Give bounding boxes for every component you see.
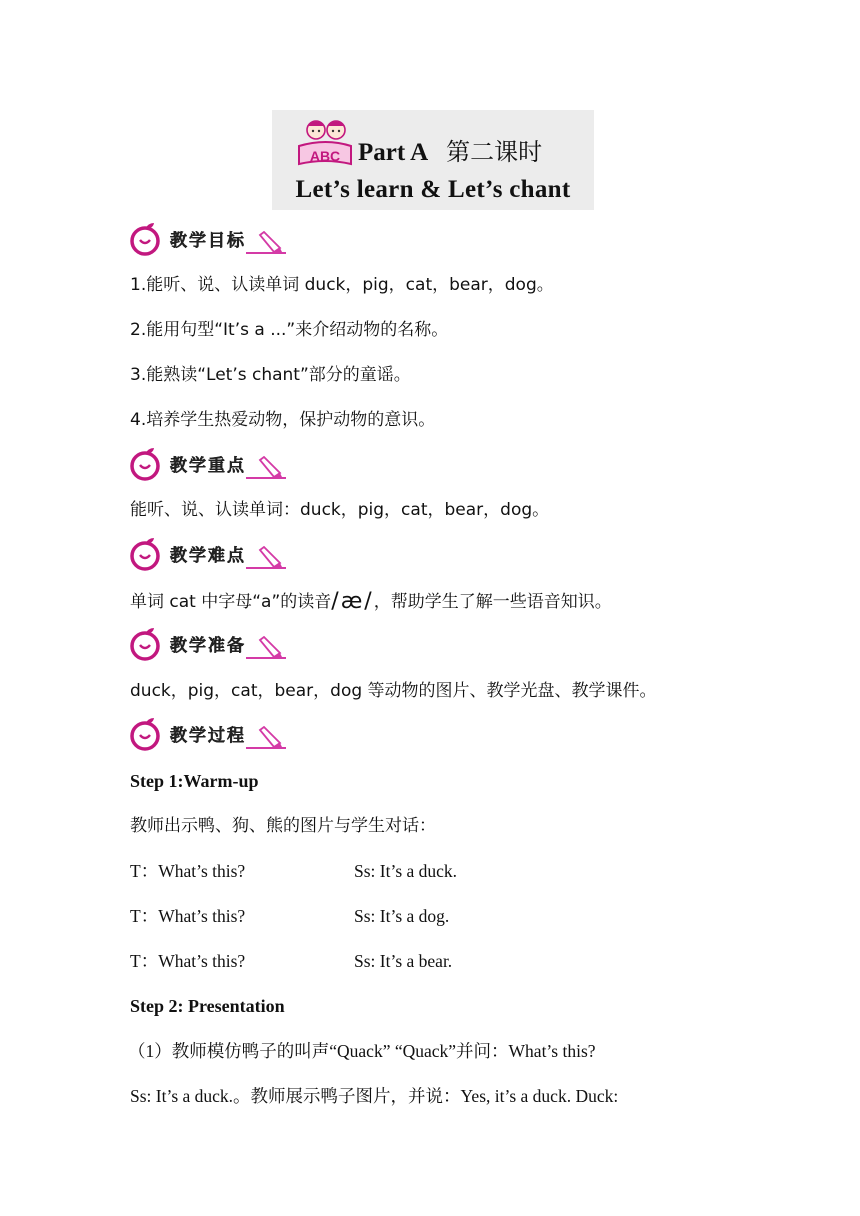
teacher-line: T：What’s this? [130, 861, 246, 881]
pencil-icon [246, 726, 288, 752]
abc-kids-logo [294, 116, 356, 170]
step2-title: Step 2: Presentation [130, 996, 285, 1016]
section-title: 教学难点 [170, 546, 246, 566]
dialog-row [130, 859, 458, 883]
apple-icon [128, 446, 164, 482]
difficulties-text-after: ，帮助学生了解一些语音知识。 [373, 592, 612, 612]
objective-item: 4.培养学生热爱动物，保护动物的意识。 [130, 410, 436, 430]
pencil-icon [246, 636, 288, 662]
section-title: 教学准备 [170, 636, 246, 656]
difficulties-text [130, 590, 612, 614]
section-header-objectives [128, 221, 288, 257]
apple-icon [128, 716, 164, 752]
pencil-icon [246, 231, 288, 257]
dialog-row [130, 904, 450, 928]
step2-paragraph-line: Ss: It’s a duck.。教师展示鸭子图片，并说：Yes, it’s a duck. Duck: [130, 1086, 619, 1106]
student-line: Ss: It’s a bear. [354, 951, 453, 971]
apple-icon [128, 221, 164, 257]
teacher-line: T：What’s this? [130, 906, 246, 926]
difficulties-text-before: 单词 cat 中字母“a”的读音 [130, 592, 332, 612]
apple-icon [128, 626, 164, 662]
section-title: 教学目标 [170, 231, 246, 251]
step1-title: Step 1:Warm-up [130, 771, 259, 791]
pencil-icon [246, 546, 288, 572]
lesson-label: 第二课时 [446, 138, 543, 166]
section-title: 教学过程 [170, 726, 246, 746]
section-title: 教学重点 [170, 456, 246, 476]
objective-item: 2.能用句型“It’s a ...”来介绍动物的名称。 [130, 320, 449, 340]
teacher-line: T：What’s this? [130, 951, 246, 971]
preparation-text: duck，pig，cat，bear，dog 等动物的图片、教学光盘、教学课件。 [130, 681, 657, 701]
student-line: Ss: It’s a dog. [354, 906, 450, 926]
student-line: Ss: It’s a duck. [354, 861, 458, 881]
dialog-row [130, 949, 453, 973]
step2-paragraph-line: （1）教师模仿鸭子的叫声“Quack” “Quack”并问：What’s this? [128, 1041, 596, 1061]
section-header-preparation [128, 626, 288, 662]
step1-intro: 教师出示鸭、狗、熊的图片与学生对话： [130, 816, 436, 836]
part-label: Part A [358, 139, 429, 166]
apple-icon [128, 536, 164, 572]
pencil-icon [246, 456, 288, 482]
banner-subtitle: Let’s learn & Let’s chant [295, 176, 571, 203]
key-points-text: 能听、说、认读单词：duck，pig，cat，bear，dog。 [130, 500, 550, 520]
section-header-key-points [128, 446, 288, 482]
objective-item: 3.能熟读“Let’s chant”部分的童谣。 [130, 365, 411, 385]
phonetic-symbol: /æ/ [331, 589, 374, 614]
objective-item: 1.能听、说、认读单词 duck，pig，cat，bear，dog。 [130, 275, 554, 295]
banner-title [358, 132, 542, 167]
lesson-banner [272, 110, 594, 210]
svg-text:ABC: ABC [309, 148, 341, 164]
section-header-difficulties [128, 536, 288, 572]
section-header-process [128, 716, 288, 752]
